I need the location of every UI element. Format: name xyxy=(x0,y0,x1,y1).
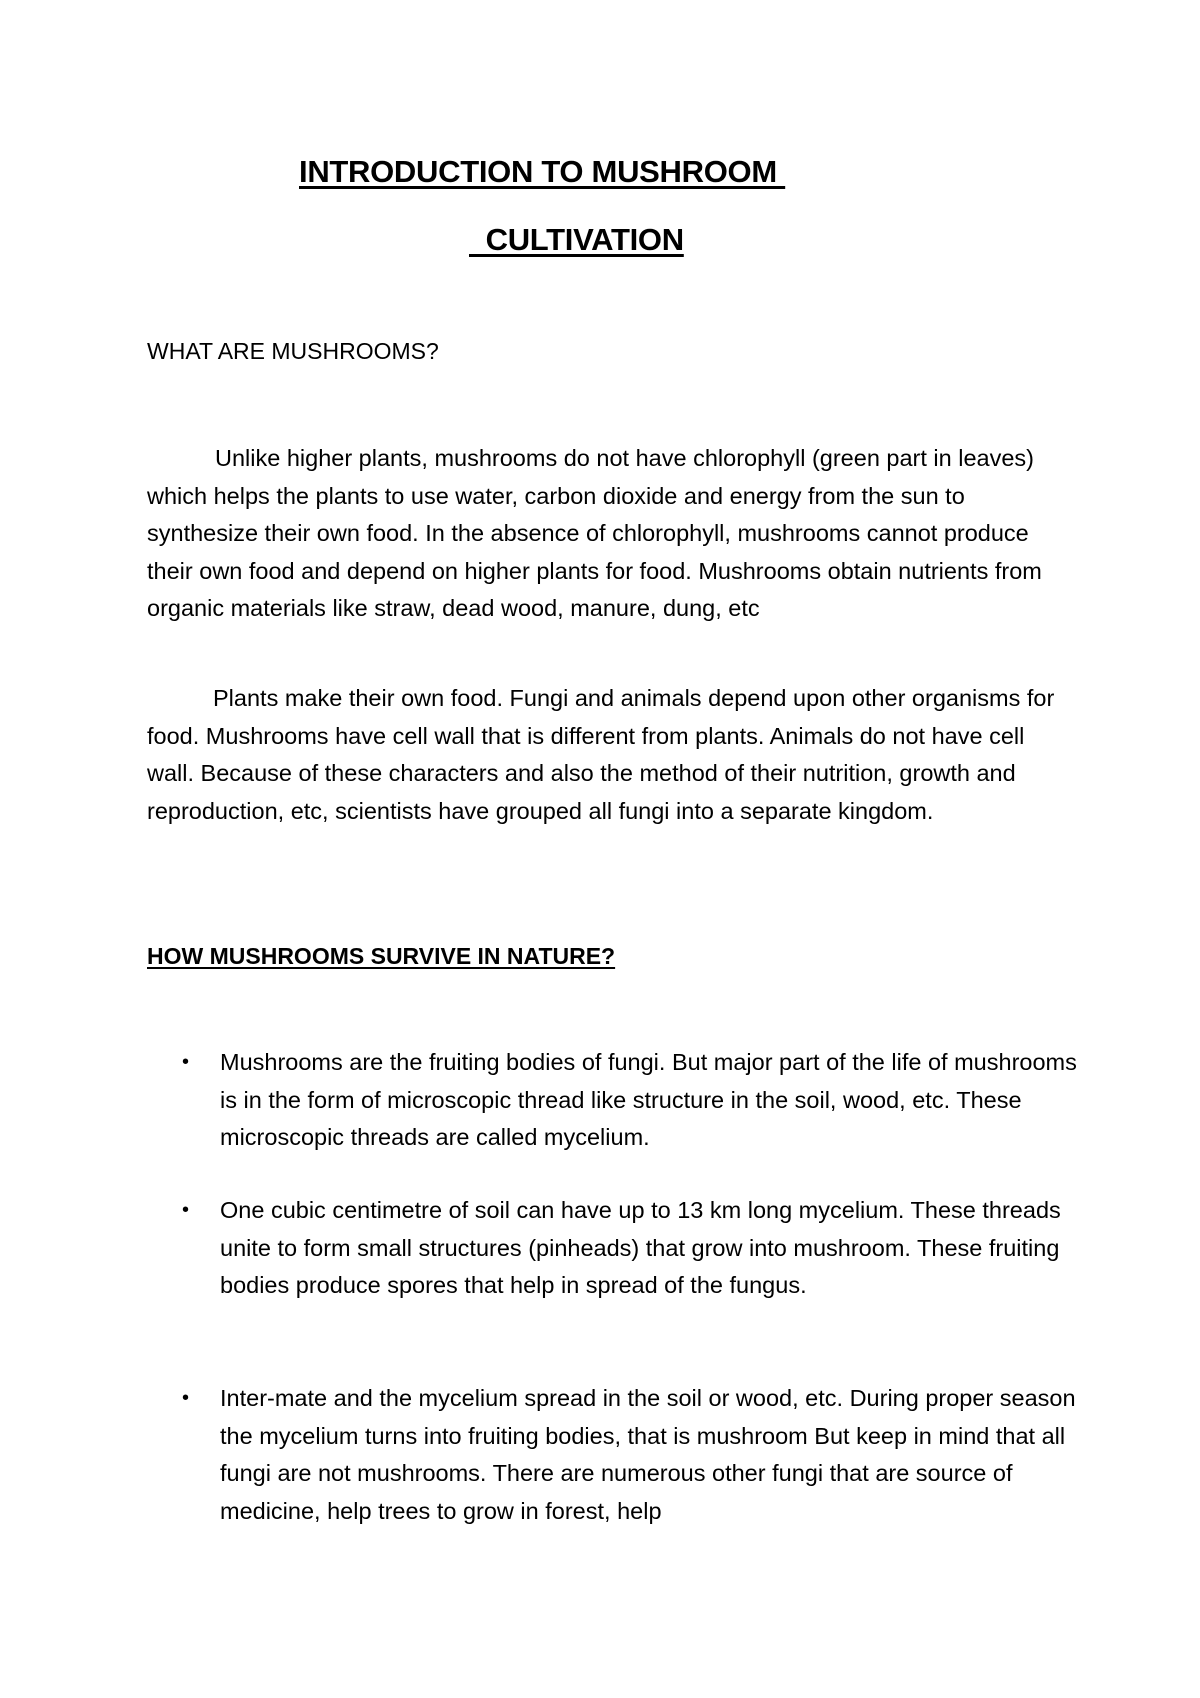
section-heading-how-mushrooms-survive: HOW MUSHROOMS SURVIVE IN NATURE? xyxy=(147,943,616,969)
bullet-icon: • xyxy=(182,1199,190,1221)
paragraph-fungi-kingdom: Plants make their own food. Fungi and animals depend upon other organisms for food. Mushrooms have cell wall that is different from plants. Animals do not have cell wall. Because of these characters and also the method of their nutrition, growth and reproduction, etc, scientists have grouped all fungi into a separate kingdom. xyxy=(147,685,1055,824)
list-item-text: Inter-mate and the mycelium spread in the soil or wood, etc. During proper season the mycelium turns into fruiting bodies, that is mushroom But keep in mind that all fungi are not mushrooms. There are numerous other fungi that are source of medicine, help trees to grow in forest, help xyxy=(220,1385,1076,1524)
list-item-text: Mushrooms are the fruiting bodies of fungi. But major part of the life of mushrooms is in the form of microscopic thread like structure in the soil, wood, etc. These microscopic threads are called mycelium. xyxy=(220,1049,1077,1150)
bullet-icon: • xyxy=(182,1387,190,1409)
paragraph-chlorophyll: Unlike higher plants, mushrooms do not have chlorophyll (green part in leaves) which helps the plants to use water, carbon dioxide and energy from the sun to synthesize their own food. In the absence of chlorophyll, mushrooms cannot produce their own food and depend on higher plants for food. Mushrooms obtain nutrients from organic materials like straw, dead wood, manure, dung, etc xyxy=(147,445,1042,621)
list-item xyxy=(182,1192,1080,1305)
list-item-text: One cubic centimetre of soil can have up to 13 km long mycelium. These threads unite to form small structures (pinheads) that grow into mushroom. These fruiting bodies produce spores that help in spread of the fungus. xyxy=(220,1197,1061,1298)
list-item xyxy=(182,1044,1080,1157)
document-title-line1: INTRODUCTION TO MUSHROOM xyxy=(299,154,786,189)
list-item xyxy=(182,1380,1080,1530)
bullet-icon: • xyxy=(182,1051,190,1073)
section-heading-what-are-mushrooms: WHAT ARE MUSHROOMS? xyxy=(147,338,439,364)
document-title-line2: CULTIVATION xyxy=(469,222,684,257)
